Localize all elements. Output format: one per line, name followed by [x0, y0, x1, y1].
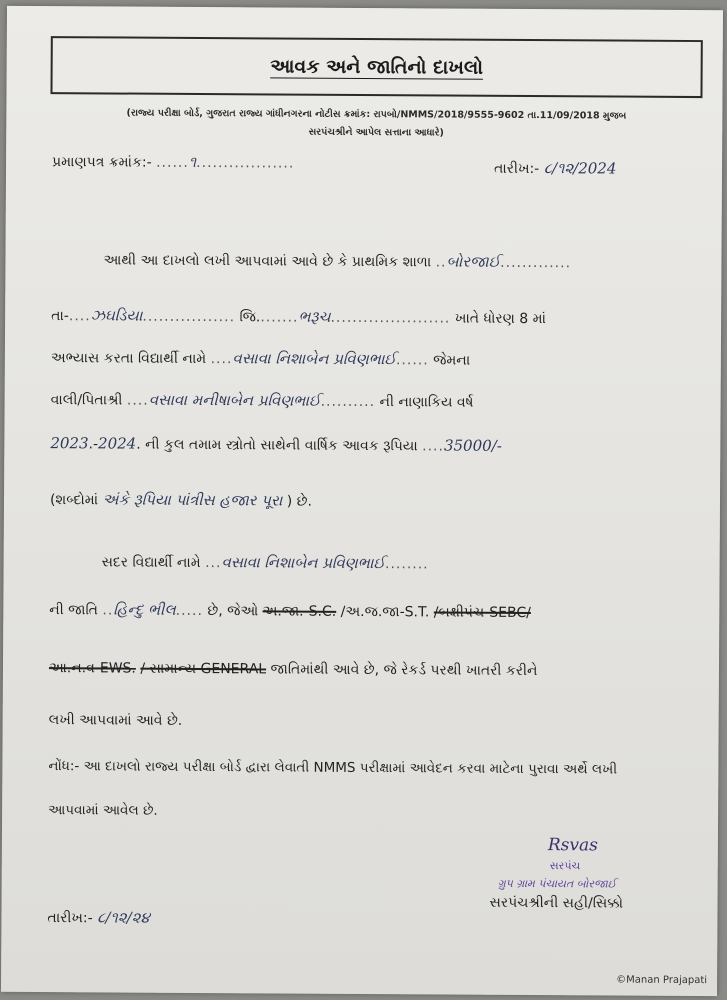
district-value: ભરૂચ — [298, 307, 331, 326]
certificate-paper — [1, 6, 723, 996]
guardian-label: વાલી/પિતાશ્રી — [50, 392, 123, 409]
option-st: /અ.જ.જા-S.T. — [340, 603, 430, 621]
caste-row: ની જાતિ ..હિન્દુ ભીલ..... છે, જેઓ અ.જા.-S.C. /અ.જ.જા-S.T. /બક્ષીપંચ-SEBC/ — [49, 600, 531, 622]
intro-text: આથી આ દાખલો લખી આપવામાં આવે છે કે પ્રાથમિક શાળા — [103, 252, 432, 271]
class-text: ખાતે ધોરણ 8 માં — [454, 310, 547, 328]
guardian-row: વાલી/પિતાશ્રી ....વસાવા મનીષાબેન પ્રવિણભાઈ.......... ની નાણાકિય વર્ષ — [50, 390, 474, 411]
bottom-date-value: ૮/૧૨/૨૪ — [97, 908, 150, 927]
date-value: ૮/૧૨/2024 — [543, 159, 617, 178]
subtitle — [46, 104, 706, 144]
option-ews: આ.ન.વ-EWS. — [48, 660, 136, 677]
signature-label: સરપંચશ્રીની સહી/સિક્કો — [489, 894, 624, 912]
option-general: / સામાન્ય GENERAL — [140, 660, 267, 678]
student-row: અભ્યાસ કરતા વિદ્યાર્થી નામે ....વસાવા નિશાબેન પ્રવિણભાઈ...... જેમના — [50, 349, 471, 369]
caste-student-name: વસાવા નિશાબેન પ્રવિણભાઈ — [221, 553, 386, 573]
certificate-no-row: પ્રમાણપત્ર ક્રમાંક:- ......૧.................. — [52, 152, 295, 172]
date-row — [494, 159, 616, 178]
income-words: અંકે રૂપિયા પાંત્રીસ હજાર પૂરા — [102, 490, 283, 510]
guardian-name: વસાવા મનીષાબેન પ્રવિણભાઈ — [148, 390, 321, 410]
taluka-label: તા- — [51, 308, 69, 325]
note-line-1: નોંધ:- આ દાખલો રાજ્ય પરીક્ષા બોર્ડ દ્વારા લેવાતી NMMS પરીક્ષામાં આવેદન કરવા માટેના પુરાવા અર્થે લખી — [48, 758, 618, 778]
subtitle-line-1: (રાજ્ય પરીક્ષા બોર્ડ, ગુજરાત રાજ્ય ગાંધીનગરના નોટીસ ક્રમાંક: રાપબો/NMMS/2018/9555-9602 તા.11/09/2018 મુજબ — [126, 107, 627, 122]
student-name: વસાવા નિશાબેન પ્રવિણભાઈ — [232, 349, 397, 369]
student-prefix: અભ્યાસ કરતા વિદ્યાર્થી નામે — [50, 350, 207, 368]
taluka-row: તા-....ઝઘડિયા................. જિ........ભરૂચ...................... ખાતે ધોરણ 8 માં — [51, 306, 547, 328]
watermark: ©Manan Prajapati — [616, 974, 708, 987]
bottom-date-row — [47, 908, 149, 927]
income-value: 35000/- — [443, 436, 502, 455]
district-label: જિ. — [239, 309, 261, 326]
caste-value: હિન્દુ ભીલ — [113, 600, 176, 619]
words-label: (શબ્દોમાં — [49, 492, 99, 509]
sarpanch-label: સરપંચ — [549, 859, 581, 873]
caste-tail: જાતિમાંથી આવે છે, જે રેકર્ડ પરથી ખાતરી કરીને — [270, 661, 538, 680]
caste-intro: સદર વિદ્યાર્થી નામે — [101, 554, 201, 572]
note-line-2: આપવામાં આવેલ છે. — [48, 802, 158, 819]
caste-intro-row: સદર વિદ્યાર્થી નામે ...વસાવા નિશાબેન પ્રવિણભાઈ........ — [101, 553, 429, 573]
school-name: બોરજાઈ — [446, 252, 501, 271]
title-box — [50, 36, 702, 98]
option-sebc: /બક્ષીપંચ-SEBC/ — [433, 604, 531, 622]
student-suffix: જેમના — [433, 352, 471, 369]
income-words-row — [50, 490, 312, 510]
signature-initials: Rsvas — [547, 835, 598, 856]
certificate-no-value: ૧ — [188, 152, 197, 171]
income-row: 2023.-2024. ની કુલ તમામ સ્ત્રોતો સાથેની વાર્ષિક આવક રૂપિયા ....35000/- — [50, 434, 502, 455]
year-to: 2024 — [97, 434, 137, 453]
signature-area — [471, 831, 702, 922]
financial-year-label: ની નાણાકિય વર્ષ — [379, 394, 474, 411]
panchayat-stamp: ગ્રુપ ગ્રામ પંચાયત બોરજાઈ — [497, 876, 617, 891]
subtitle-line-2: સરપંચશ્રીને આપેલ સત્તાના આધારે) — [308, 126, 444, 139]
closing-row — [49, 712, 183, 729]
taluka-value: ઝઘડિયા — [90, 306, 143, 325]
income-text: ની કુલ તમામ સ્ત્રોતો સાથેની વાર્ષિક આવક રૂપિયા — [145, 436, 418, 455]
words-suffix: ) છે. — [286, 493, 313, 510]
option-sc: અ.જા.-S.C. — [262, 603, 337, 620]
intro-row: આથી આ દાખલો લખી આપવામાં આવે છે કે પ્રાથમિક શાળા ..બોરજાઈ............. — [103, 252, 572, 272]
caste-which: છે, જેઓ — [207, 603, 259, 620]
date-label: તારીખ:- — [493, 160, 540, 178]
caste-options-row — [49, 660, 538, 679]
caste-label: ની જાતિ — [49, 602, 99, 619]
bottom-date-label: તારીખ:- — [47, 910, 93, 927]
certificate-no-label: પ્રમાણપત્ર ક્રમાંક:- — [52, 154, 152, 171]
closing-text: લખી આપવામાં આવે છે. — [48, 712, 183, 729]
page-title: આવક અને જાતિનો દાખલો — [270, 55, 484, 79]
year-from: 2023 — [50, 434, 89, 453]
